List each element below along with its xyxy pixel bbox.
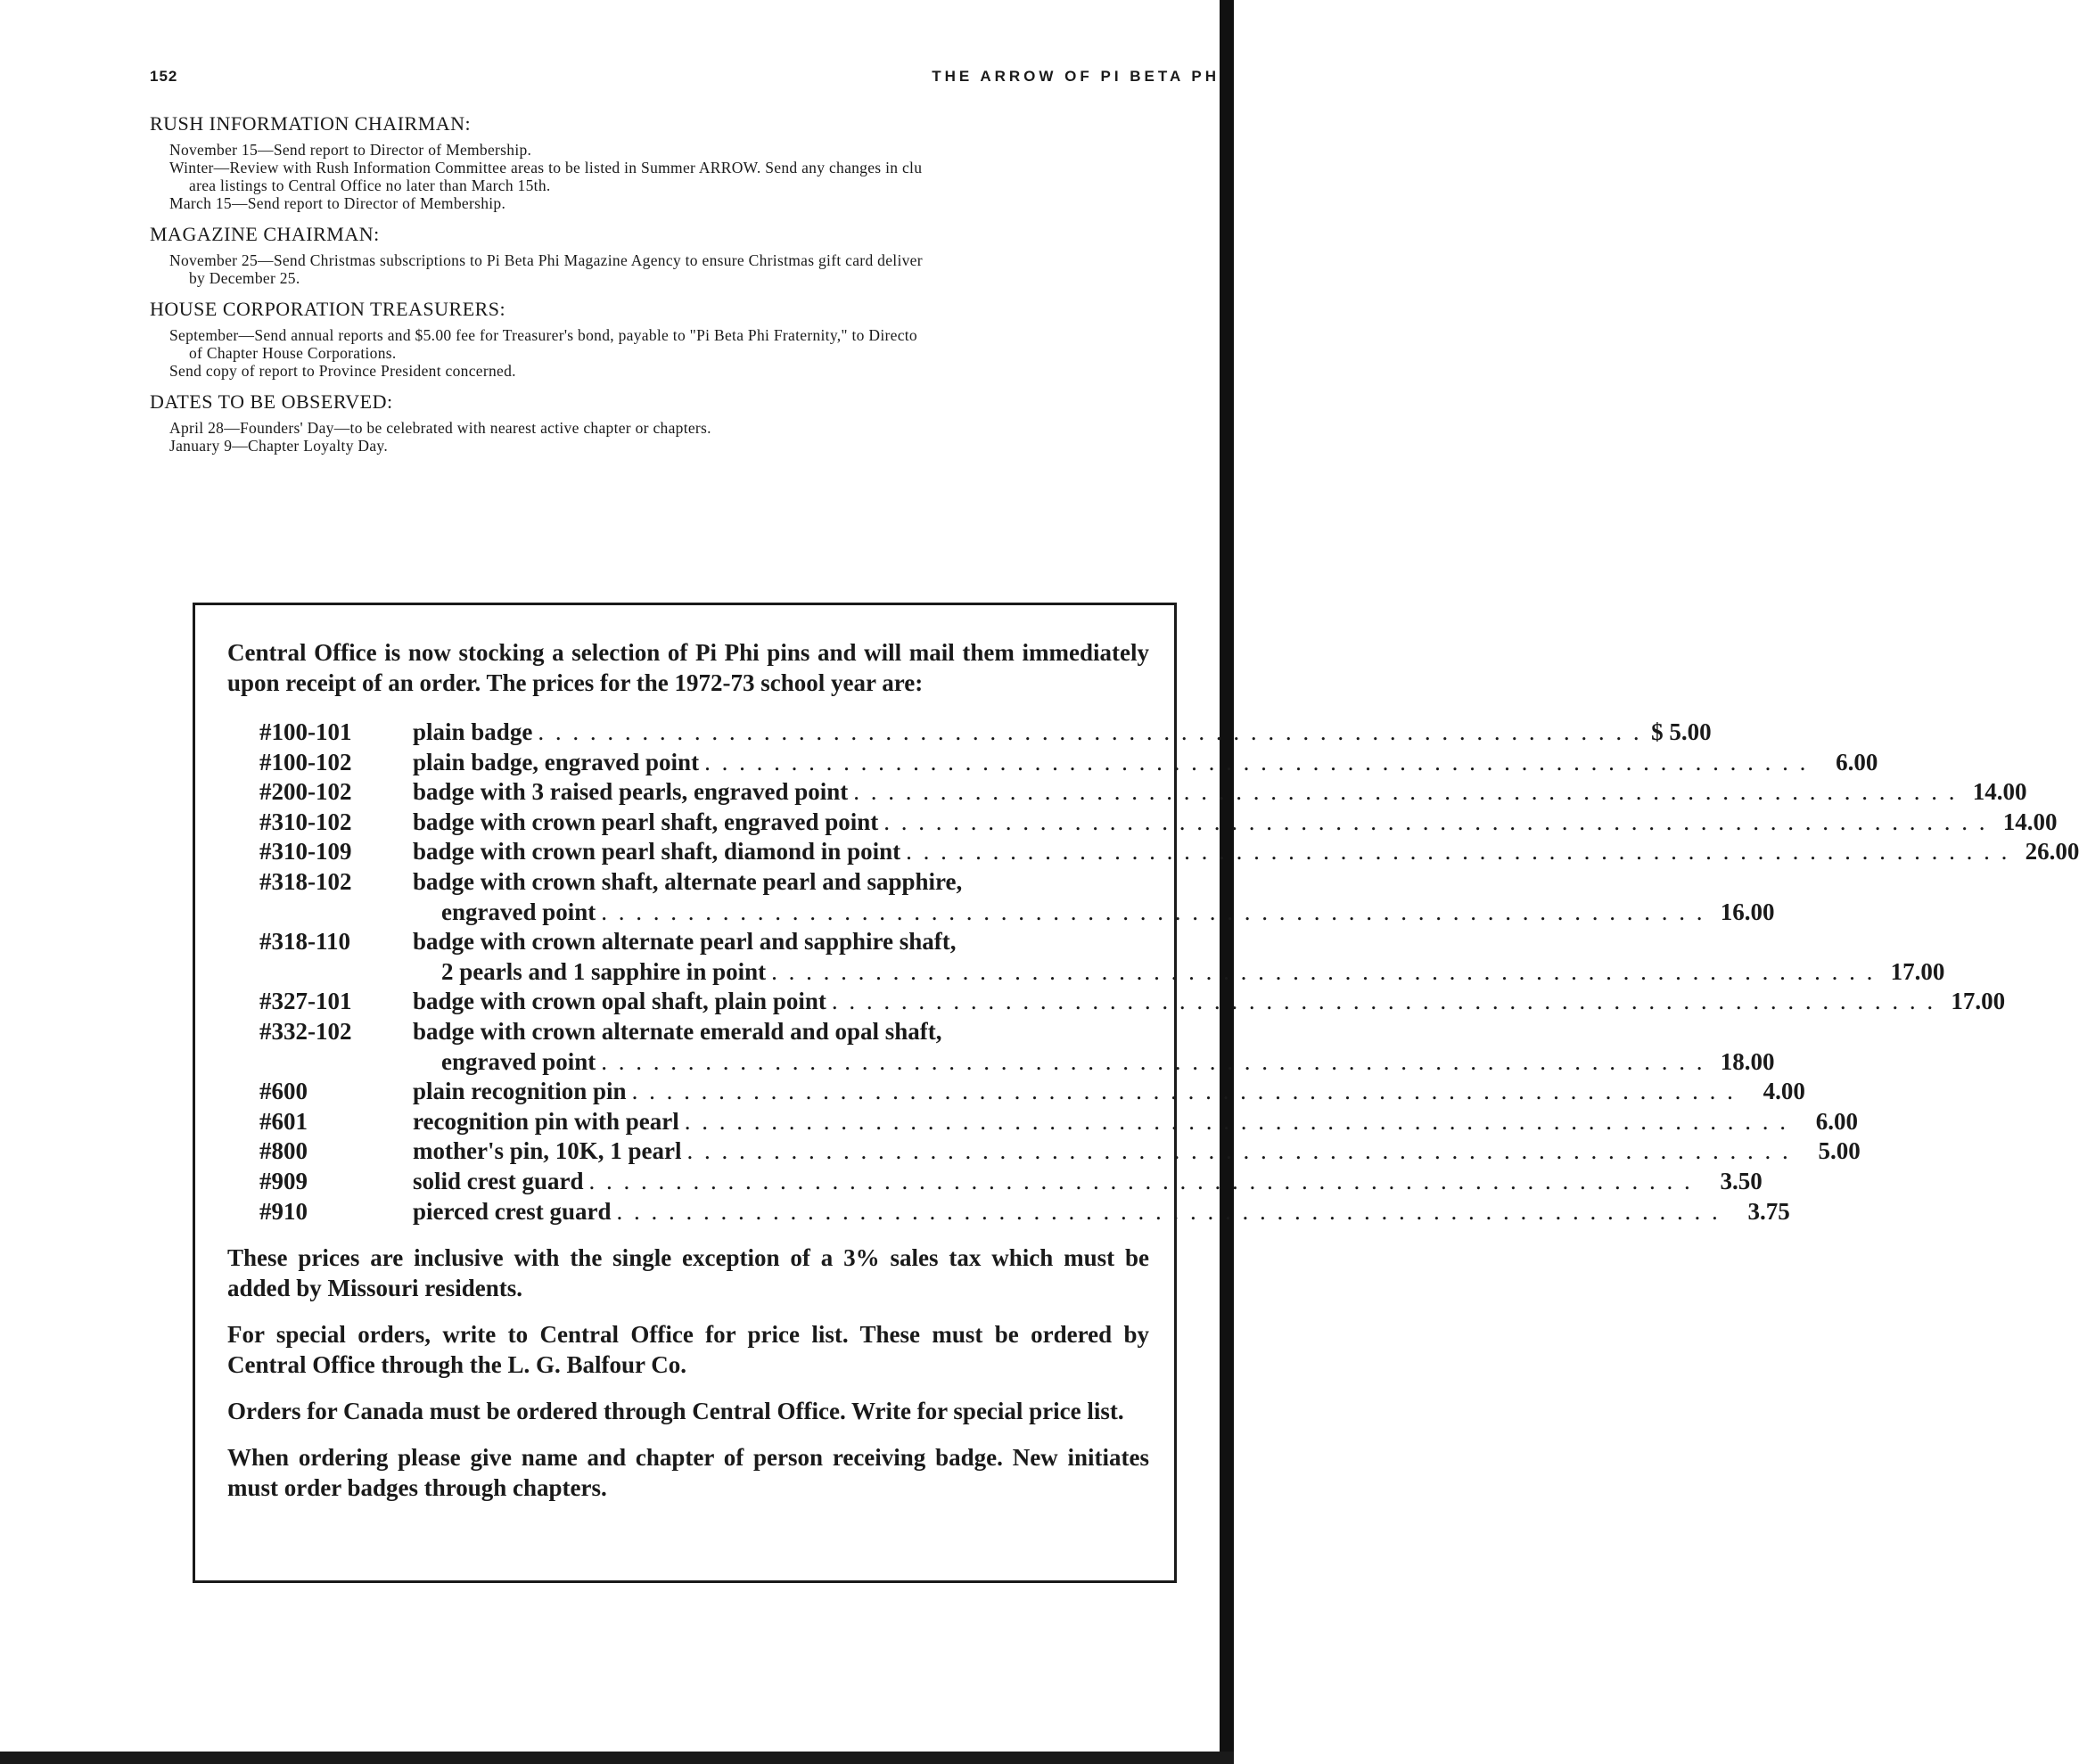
page-number: 152 [150,68,178,85]
leader-dots: . . . . . . . . . . . . . . . . . . . . . . . . . . . . . . . . . . . . . . . . . . . . . . . . . . . . . . . . . . . . . . . . [883,808,1988,835]
item-code: #310-102 [259,808,352,835]
entry-line: by December 25. [189,269,300,287]
item-description: plain badge, engraved point [413,748,700,775]
item-price: 5.00 [1818,1137,1861,1165]
section-title: MAGAZINE CHAIRMAN: [150,223,380,245]
item-code: #100-101 [259,718,352,745]
price-row [227,718,1712,748]
item-code: #800 [259,1137,308,1165]
item-code: #910 [259,1197,308,1225]
item-description: badge with crown opal shaft, plain point [413,988,826,1015]
notice-paragraph: When ordering please give name and chapter of person receiving badge. New initiates must order badges through chapters. [227,1444,1149,1502]
section-house-corp [150,298,1228,380]
item-code: #200-102 [259,778,352,806]
item-description-line [413,718,1712,748]
section-magazine [150,223,1228,287]
leader-dots: . . . . . . . . . . . . . . . . . . . . . . . . . . . . . . . . . . . . . . . . . . . . . . . . . . . . . . . . . . . . . . . . [704,748,1809,775]
leader-dots: . . . . . . . . . . . . . . . . . . . . . . . . . . . . . . . . . . . . . . . . . . . . . . . . . . . . . . . . . . . . . . . . [631,1078,1736,1105]
section-title: HOUSE CORPORATION TREASURERS: [150,298,506,320]
item-description-line [413,1077,1805,1107]
item-price: 17.00 [1890,957,1945,985]
section-dates [150,390,1228,455]
price-row [227,837,2079,867]
entry-line: Winter—Review with Rush Information Committee areas to be listed in Summer ARROW. Send any changes in clu [169,159,923,176]
chairman-info [150,112,1228,465]
leader-dots: . . . . . . . . . . . . . . . . . . . . . . . . . . . . . . . . . . . . . . . . . . . . . . . . . . . . . . . . . . . . . . . . [601,898,1705,925]
price-row [227,1017,1149,1047]
price-row-continuation [227,1047,1775,1078]
item-code: #318-110 [259,928,351,956]
item-code: #318-102 [259,867,352,895]
item-code: #332-102 [259,1017,352,1045]
item-description: plain recognition pin [413,1078,627,1105]
leader-dots: . . . . . . . . . . . . . . . . . . . . . . . . . . . . . . . . . . . . . . . . . . . . . . . . . . . . . . . . . . . . . . . . [538,718,1642,745]
item-code: #100-102 [259,748,352,775]
item-description-line [441,898,1775,928]
running-title: THE ARROW OF PI BETA PH [932,68,1220,85]
item-description-line [413,987,2006,1017]
price-row [227,1107,1859,1137]
item-price: 3.50 [1720,1167,1763,1194]
item-description-line [413,1197,1790,1227]
section-rush [150,112,1228,212]
entry-line: November 15—Send report to Director of Membership. [169,141,532,159]
price-row [227,987,2006,1017]
item-price: 6.00 [1815,1107,1859,1135]
item-description: plain badge [413,718,533,745]
item-code: #909 [259,1167,308,1194]
notice-paragraph: These prices are inclusive with the single exception of a 3% sales tax which must be added by Missouri residents. [227,1244,1149,1302]
item-description-line [413,1167,1763,1197]
leader-dots: . . . . . . . . . . . . . . . . . . . . . . . . . . . . . . . . . . . . . . . . . . . . . . . . . . . . . . . . . . . . . . . . [686,1137,1791,1165]
price-row [227,748,1878,778]
page-header [150,68,1220,91]
scan-edge-bottom [0,1752,1234,1764]
item-description-line [413,867,1149,898]
item-price: 14.00 [1972,778,2027,806]
leader-dots: . . . . . . . . . . . . . . . . . . . . . . . . . . . . . . . . . . . . . . . . . . . . . . . . . . . . . . . . . . . . . . . . [831,988,1936,1015]
item-description: badge with crown alternate emerald and opal shaft, [413,1017,942,1045]
item-description-line [413,927,1149,957]
leader-dots: . . . . . . . . . . . . . . . . . . . . . . . . . . . . . . . . . . . . . . . . . . . . . . . . . . . . . . . . . . . . . . . . [616,1197,1721,1225]
price-row-continuation [227,898,1775,928]
item-price: 18.00 [1720,1047,1775,1075]
leader-dots: . . . . . . . . . . . . . . . . . . . . . . . . . . . . . . . . . . . . . . . . . . . . . . . . . . . . . . . . . . . . . . . . [853,778,1958,806]
item-description-line [413,748,1878,778]
item-description: badge with 3 raised pearls, engraved point [413,778,849,806]
entry-line: Send copy of report to Province President concerned. [169,362,516,380]
entry-line: March 15—Send report to Director of Membership. [169,194,506,212]
notice-paragraph: Orders for Canada must be ordered through Central Office. Write for special price list. [227,1398,1124,1425]
item-description: mother's pin, 10K, 1 pearl [413,1137,682,1165]
item-description: pierced crest guard [413,1197,612,1225]
price-row [227,808,2058,838]
item-description: badge with crown shaft, alternate pearl and sapphire, [413,867,963,895]
price-row [227,1136,1861,1167]
price-notice-box [193,603,2079,1583]
item-price: 4.00 [1763,1078,1805,1105]
item-price: 14.00 [2002,808,2058,835]
entry-line: January 9—Chapter Loyalty Day. [169,437,389,455]
item-code: #601 [259,1107,308,1135]
entry-line: September—Send annual reports and $5.00 fee for Treasurer's bond, payable to "Pi Beta Phi Fraternity," to Directo [169,326,917,344]
entry-line: November 25—Send Christmas subscriptions to Pi Beta Phi Magazine Agency to ensure Christmas gift card deliver [169,251,923,269]
entry-line: April 28—Founders' Day—to be celebrated with nearest active chapter or chapters. [169,419,711,437]
price-row-continuation [227,957,1945,988]
leader-dots: . . . . . . . . . . . . . . . . . . . . . . . . . . . . . . . . . . . . . . . . . . . . . . . . . . . . . . . . . . . . . . . . [906,838,2010,866]
notice-intro: Central Office is now stocking a selection of Pi Phi pins and will mail them immediately upon receipt of an order. The prices for the 1972-73 school year are: [227,639,1149,696]
item-price: 3.75 [1747,1197,1790,1225]
leader-dots: . . . . . . . . . . . . . . . . . . . . . . . . . . . . . . . . . . . . . . . . . . . . . . . . . . . . . . . . . . . . . . . . [588,1167,1693,1194]
section-title: RUSH INFORMATION CHAIRMAN: [150,112,472,135]
item-description-continued: engraved point [441,898,596,925]
item-description-line [413,837,2079,867]
item-price: 17.00 [1951,988,2006,1015]
entry-line: of Chapter House Corporations. [189,344,397,362]
leader-dots: . . . . . . . . . . . . . . . . . . . . . . . . . . . . . . . . . . . . . . . . . . . . . . . . . . . . . . . . . . . . . . . . [601,1047,1705,1075]
item-description: badge with crown alternate pearl and sapphire shaft, [413,928,957,956]
item-description-line [413,1136,1861,1167]
price-row [227,1167,1763,1197]
item-price: 6.00 [1836,748,1878,775]
item-description: solid crest guard [413,1167,584,1194]
price-row [227,1197,1790,1227]
item-description-line [441,1047,1775,1078]
price-row [227,867,1149,898]
item-description-line [413,1017,1149,1047]
item-description: badge with crown pearl shaft, diamond in point [413,838,901,866]
item-description-line [413,1107,1859,1137]
item-description-continued: 2 pearls and 1 sapphire in point [441,957,767,985]
item-code: #327-101 [259,988,352,1015]
price-row [227,927,1149,957]
item-description-continued: engraved point [441,1047,596,1075]
notice-paragraph: For special orders, write to Central Office for price list. These must be ordered by Central Office through the L. G. Balfour Co. [227,1321,1149,1379]
item-price: 16.00 [1720,898,1775,925]
leader-dots: . . . . . . . . . . . . . . . . . . . . . . . . . . . . . . . . . . . . . . . . . . . . . . . . . . . . . . . . . . . . . . . . [771,957,1876,985]
item-code: #600 [259,1078,308,1105]
item-description-line [413,777,2027,808]
section-title: DATES TO BE OBSERVED: [150,390,393,413]
item-code: #310-109 [259,838,352,866]
item-description-line [413,808,2058,838]
price-row [227,1077,1805,1107]
item-description-line [441,957,1945,988]
item-description: badge with crown pearl shaft, engraved point [413,808,879,835]
leader-dots: . . . . . . . . . . . . . . . . . . . . . . . . . . . . . . . . . . . . . . . . . . . . . . . . . . . . . . . . . . . . . . . . [684,1107,1789,1135]
item-price: 26.00 [2025,838,2079,866]
price-list [227,718,2079,1227]
item-description: recognition pin with pearl [413,1107,679,1135]
price-row [227,777,2027,808]
item-price: $ 5.00 [1651,718,1712,745]
entry-line: area listings to Central Office no later than March 15th. [189,176,551,194]
